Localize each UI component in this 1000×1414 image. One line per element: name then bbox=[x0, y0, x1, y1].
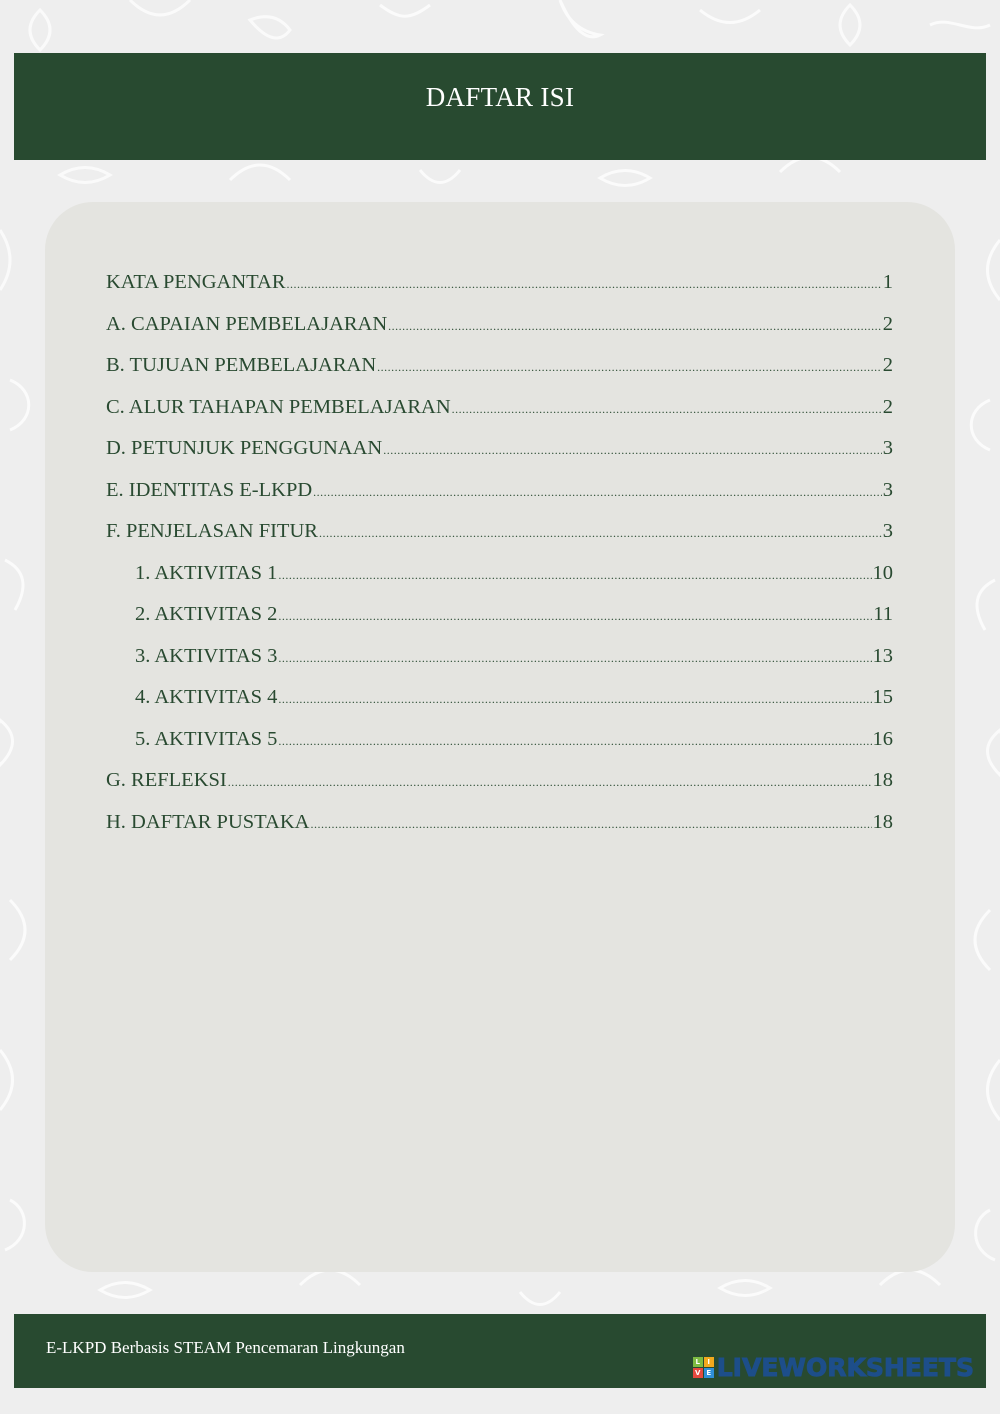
toc-dot-leader bbox=[287, 277, 882, 292]
toc-dot-leader bbox=[278, 651, 871, 666]
toc-dot-leader bbox=[278, 609, 872, 624]
toc-dot-leader bbox=[319, 526, 882, 541]
toc-entry-page-number: 18 bbox=[872, 810, 893, 833]
toc-entry bbox=[106, 769, 893, 811]
liveworksheets-logo-letter: L bbox=[693, 1357, 703, 1367]
toc-entry-label: D. PETUNJUK PENGGUNAAN bbox=[106, 437, 383, 459]
toc-entry-page-number: 13 bbox=[872, 644, 893, 667]
toc-entry bbox=[106, 271, 893, 313]
toc-entry-page-number: 3 bbox=[882, 478, 893, 501]
header-bar bbox=[14, 53, 986, 160]
toc-entry bbox=[106, 811, 893, 853]
toc-dot-leader bbox=[388, 319, 882, 334]
toc-entry-label: 1. AKTIVITAS 1 bbox=[135, 561, 278, 584]
toc-entry-page-number: 10 bbox=[872, 561, 893, 584]
toc-entry-page-number: 15 bbox=[872, 686, 893, 708]
page-title: DAFTAR ISI bbox=[425, 82, 575, 112]
toc-entry-page-number: 16 bbox=[872, 727, 893, 750]
toc-entry bbox=[106, 603, 893, 645]
toc-entry-label: 3. AKTIVITAS 3 bbox=[135, 644, 278, 667]
toc-entry bbox=[106, 562, 893, 604]
toc-entry-page-number: 1 bbox=[882, 271, 893, 293]
liveworksheets-watermark bbox=[693, 1353, 974, 1382]
liveworksheets-brand-text: LIVEWORKSHEETS bbox=[716, 1353, 974, 1382]
toc-entry-label: E. IDENTITAS E-LKPD bbox=[106, 478, 313, 501]
toc-entry bbox=[106, 437, 893, 479]
toc-entry-label: H. DAFTAR PUSTAKA bbox=[106, 810, 310, 833]
toc-dot-leader bbox=[278, 734, 871, 749]
toc-entry bbox=[106, 686, 893, 728]
footer-document-title: E-LKPD Berbasis STEAM Pencemaran Lingkungan bbox=[46, 1338, 405, 1357]
liveworksheets-logo-letter: E bbox=[704, 1368, 714, 1378]
toc-entry-page-number: 11 bbox=[873, 603, 893, 625]
toc-entry bbox=[106, 479, 893, 521]
toc-entry-page-number: 2 bbox=[882, 312, 893, 335]
toc-entry-page-number: 2 bbox=[882, 395, 893, 418]
toc-entry bbox=[106, 728, 893, 770]
toc-entry-label: G. REFLEKSI bbox=[106, 769, 227, 791]
toc-entry-label: F. PENJELASAN FITUR bbox=[106, 520, 318, 542]
toc-dot-leader bbox=[377, 360, 882, 375]
toc-dot-leader bbox=[228, 775, 872, 790]
toc-dot-leader bbox=[383, 443, 882, 458]
toc-entry-page-number: 3 bbox=[882, 437, 893, 459]
toc-entry-label: 2. AKTIVITAS 2 bbox=[135, 603, 278, 625]
table-of-contents bbox=[106, 271, 893, 852]
toc-dot-leader bbox=[310, 817, 871, 832]
toc-entry-label: KATA PENGANTAR bbox=[106, 271, 286, 293]
liveworksheets-logo-icon bbox=[693, 1357, 714, 1378]
footer-bar bbox=[14, 1314, 986, 1388]
toc-entry-label: B. TUJUAN PEMBELAJARAN bbox=[106, 354, 377, 376]
toc-dot-leader bbox=[452, 402, 882, 417]
toc-entry bbox=[106, 520, 893, 562]
toc-entry-label: 4. AKTIVITAS 4 bbox=[135, 686, 278, 708]
toc-entry-page-number: 3 bbox=[882, 520, 893, 542]
toc-entry-page-number: 2 bbox=[882, 354, 893, 376]
toc-entry-label: C. ALUR TAHAPAN PEMBELAJARAN bbox=[106, 395, 451, 418]
toc-entry bbox=[106, 354, 893, 396]
toc-dot-leader bbox=[313, 485, 882, 500]
liveworksheets-logo-letter: I bbox=[704, 1357, 714, 1367]
toc-entry-page-number: 18 bbox=[872, 769, 893, 791]
toc-entry-label: A. CAPAIAN PEMBELAJARAN bbox=[106, 312, 388, 335]
toc-dot-leader bbox=[278, 568, 871, 583]
toc-entry-label: 5. AKTIVITAS 5 bbox=[135, 727, 278, 750]
toc-entry bbox=[106, 396, 893, 438]
liveworksheets-logo-letter: V bbox=[693, 1368, 703, 1378]
toc-entry bbox=[106, 313, 893, 355]
toc-entry bbox=[106, 645, 893, 687]
toc-dot-leader bbox=[278, 692, 871, 707]
